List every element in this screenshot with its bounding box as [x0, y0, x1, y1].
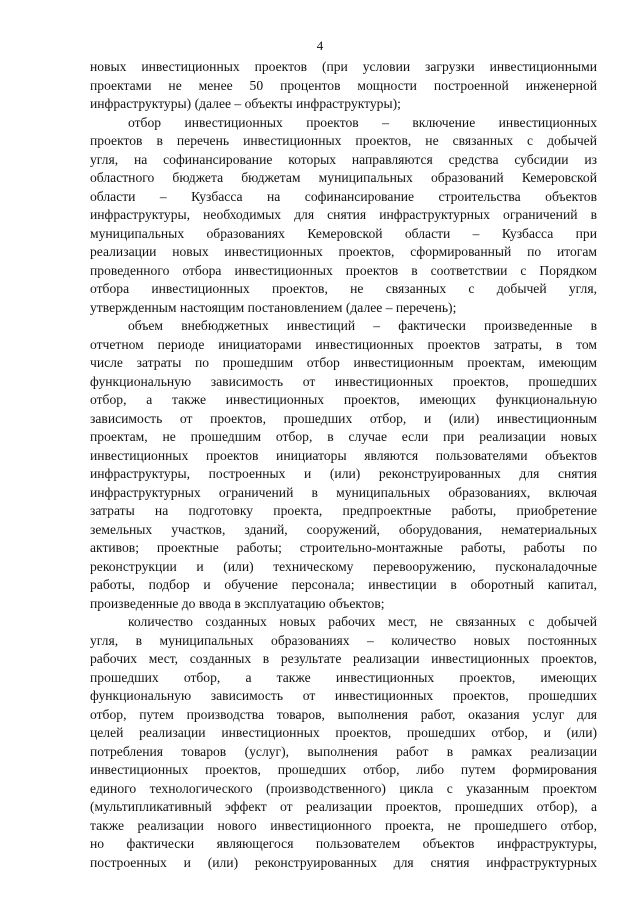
- text-line: произведенные до ввода в эксплуатацию объектов;: [90, 595, 385, 611]
- text-line: проектам, не прошедшим отбор, в случае если при реализации новых: [90, 429, 597, 444]
- text-line: проектами не менее 50 процентов мощности построенной инженерной: [90, 77, 597, 93]
- text-line: прошедших отбор, а также инвестиционных проектов, имеющих: [90, 669, 597, 685]
- document-body: [90, 58, 597, 872]
- text-line: земельных участков, зданий, сооружений, оборудования, нематериальных: [90, 521, 597, 537]
- text-line: утвержденным настоящим постановлением (далее – перечень);: [90, 299, 457, 315]
- text-line: (мультипликативный эффект от реализации проектов, прошедших отбор), а: [90, 799, 597, 814]
- text-line: функциональную зависимость от инвестиционных проектов, прошедших: [90, 688, 597, 703]
- text-line: областного бюджета бюджетам муниципальных образований Кемеровской: [90, 170, 597, 185]
- text-line: проектов в перечень инвестиционных проектов, не связанных с добычей: [90, 133, 597, 148]
- text-line: новых инвестиционных проектов (при условии загрузки инвестиционными: [90, 59, 597, 74]
- text-line: отбор инвестиционных проектов – включение инвестиционных: [128, 114, 597, 130]
- text-line: угля, в муниципальных образованиях – количество новых постоянных: [90, 632, 597, 648]
- text-line: работы, подбор и обучение персонала; инвестиции в оборотный капитал,: [90, 577, 597, 592]
- text-line: потребления товаров (услуг), выполнения работ в рамках реализации: [90, 743, 597, 759]
- text-line: функциональную зависимость от инвестиционных проектов, прошедших: [90, 373, 597, 389]
- text-line: числе затраты по прошедшим отбор инвестиционным проектам, имеющим: [90, 355, 597, 370]
- text-line: активов; проектные работы; строительно-монтажные работы, работы по: [90, 540, 597, 555]
- text-line: отбор, а также инвестиционных проектов, имеющих функциональную: [90, 392, 597, 407]
- text-line: реконструкции и (или) техническому перевооружению, пусконаладочные: [90, 558, 597, 574]
- text-line: муниципальных образованиях Кемеровской области – Кузбасса при: [90, 225, 597, 241]
- text-line: количество созданных новых рабочих мест, не связанных с добычей: [128, 614, 597, 629]
- text-line: инфраструктуры, необходимых для снятия инфраструктурных ограничений в: [90, 207, 597, 222]
- text-line: также реализации нового инвестиционного проекта, не прошедшего отбор,: [90, 817, 597, 833]
- text-line: инфраструктуры, построенных и (или) реконструированных для снятия: [90, 466, 597, 481]
- text-line: зависимость от проектов, прошедших отбор, и (или) инвестиционным: [90, 410, 597, 426]
- text-line: рабочих мест, созданных в результате реализации инвестиционных проектов,: [90, 651, 597, 666]
- text-line: целей реализации инвестиционных проектов, прошедших отбор, и (или): [90, 725, 597, 740]
- text-line: единого технологического (производственного) цикла с указанным проектом: [90, 780, 597, 796]
- text-line: но фактически являющегося пользователем объектов инфраструктуры,: [90, 836, 597, 851]
- text-line: инвестиционных проектов инициаторы являются пользователями объектов: [90, 447, 597, 463]
- text-line: реализации новых инвестиционных проектов, сформированный по итогам: [90, 244, 597, 259]
- text-line: отбора инвестиционных проектов, не связанных с добычей угля,: [90, 281, 597, 296]
- text-line: проведенного отбора инвестиционных проектов в соответствии с Порядком: [90, 262, 597, 278]
- text-line: инвестиционных проектов, прошедших отбор, либо путем формирования: [90, 762, 597, 777]
- text-line: инфраструктурных ограничений в муниципальных образованиях, включая: [90, 484, 597, 500]
- text-line: области – Кузбасса на софинансирование строительства объектов: [90, 188, 597, 204]
- text-line: отбор, путем производства товаров, выполнения работ, оказания услуг для: [90, 706, 597, 722]
- text-line: отчетном периоде инициаторами инвестиционных проектов затраты, в том: [90, 336, 597, 352]
- text-line: объем внебюджетных инвестиций – фактически произведенные в: [128, 318, 597, 333]
- text-line: затраты на подготовку проекта, предпроектные работы, приобретение: [90, 503, 597, 518]
- text-line: угля, на софинансирование которых направляются средства субсидии из: [90, 151, 597, 167]
- text-line: инфраструктуры) (далее – объекты инфраструктуры);: [90, 96, 401, 111]
- page-number: 4: [316, 38, 324, 53]
- text-line: построенных и (или) реконструированных для снятия инфраструктурных: [90, 854, 597, 870]
